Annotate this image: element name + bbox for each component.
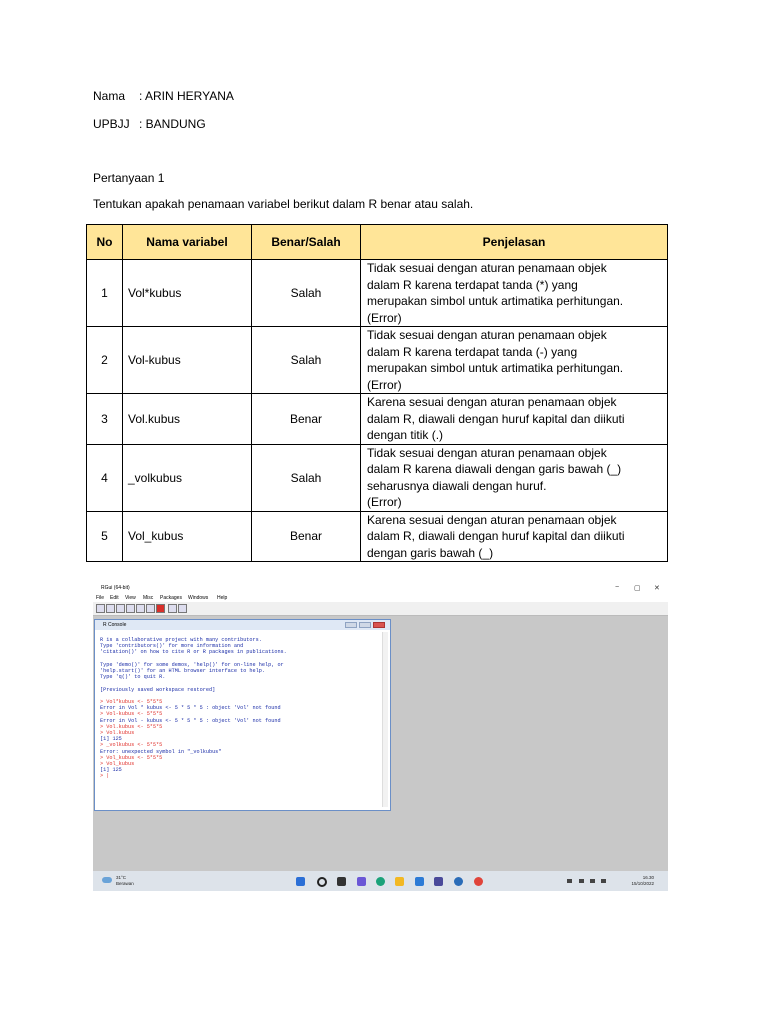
- console-line: > |: [100, 773, 110, 780]
- table-row: [87, 394, 668, 445]
- cell-verdict: Benar: [252, 394, 361, 445]
- console-maximize-icon[interactable]: [359, 622, 371, 628]
- cell-explanation: [361, 327, 668, 394]
- console-line: R is a collaborative project with many contributors.: [100, 637, 262, 643]
- console-line: Type 'q()' to quit R.: [100, 674, 166, 681]
- console-line: > Vol*kubus <- 5*5*5: [100, 698, 163, 705]
- cell-verdict: Salah: [252, 260, 361, 327]
- mail-icon[interactable]: [415, 877, 424, 886]
- weather-desc: Berawan: [116, 881, 134, 886]
- rgui-screenshot: [93, 582, 668, 891]
- r-app-icon[interactable]: [454, 877, 463, 886]
- copy-paste-icon[interactable]: [146, 604, 155, 613]
- cell-name: Vol*kubus: [123, 260, 252, 327]
- table-header-row: [87, 225, 668, 260]
- chrome-icon[interactable]: [474, 877, 483, 886]
- explanation-line: dalam R karena terdapat tanda (*) yang: [367, 277, 578, 292]
- explanation-line: Tidak sesuai dengan aturan penamaan objek: [367, 445, 607, 460]
- cell-explanation: [361, 444, 668, 511]
- explanation-line: (Error): [367, 310, 402, 325]
- cell-no: 4: [87, 444, 123, 511]
- upbjj-label: UPBJJ: [93, 117, 130, 131]
- explanation-line: Tidak sesuai dengan aturan penamaan objek: [367, 328, 607, 342]
- load-workspace-icon[interactable]: [106, 604, 115, 613]
- console-title: R Console: [103, 622, 127, 628]
- windows-taskbar: [93, 871, 668, 891]
- col-header-name: Nama variabel: [123, 225, 252, 260]
- console-line: > Vol-kubus <- 5*5*5: [100, 711, 163, 718]
- console-line: Error in Vol - kubus <- 5 * 5 * 5 : object 'Vol' not found: [100, 717, 281, 724]
- chat-icon[interactable]: [357, 877, 366, 886]
- cell-verdict: Salah: [252, 327, 361, 394]
- r-console-window[interactable]: [94, 619, 391, 811]
- app-toolbar: [93, 602, 668, 616]
- console-line: [1] 125: [100, 736, 122, 743]
- clock-time: 16.30: [642, 875, 654, 880]
- console-line: > Vol.kubus: [100, 730, 135, 736]
- col-header-explanation: Penjelasan: [361, 225, 668, 260]
- weather-temp: 31°C: [116, 875, 127, 880]
- upbjj-line: [93, 117, 206, 131]
- col-header-no: No: [87, 225, 123, 260]
- upbjj-value: : BANDUNG: [139, 117, 206, 131]
- explanation-line: Karena sesuai dengan aturan penamaan objek: [367, 512, 617, 527]
- cell-no: 3: [87, 394, 123, 445]
- print-icon[interactable]: [168, 604, 177, 613]
- console-line: > Vol_kubus: [100, 761, 135, 768]
- answer-table: [86, 224, 668, 562]
- taskbar-clock[interactable]: [631, 875, 654, 887]
- cell-no: 5: [87, 511, 123, 562]
- console-line: Error in Vol * kubus <- 5 * 5 * 5 : object 'Vol' not found: [100, 705, 281, 712]
- console-line: 'help.start()' for an HTML browser interface to help.: [100, 668, 265, 674]
- console-line: Error: unexpected symbol in "_volkubus": [100, 748, 222, 755]
- question-instruction: Tentukan apakah penamaan variabel berikut dalam R benar atau salah.: [93, 197, 474, 211]
- console-titlebar: [95, 620, 390, 630]
- cell-verdict: Benar: [252, 511, 361, 562]
- explanation-line: merupakan simbol untuk artimatika perhitungan.: [367, 294, 624, 308]
- col-header-verdict: Benar/Salah: [252, 225, 361, 260]
- cell-name: Vol-kubus: [123, 327, 252, 394]
- cell-no: 1: [87, 260, 123, 327]
- console-scrollbar[interactable]: [382, 632, 388, 807]
- menu-help[interactable]: Help: [217, 595, 228, 601]
- cell-no: 2: [87, 327, 123, 394]
- explanation-line: dalam R karena terdapat tanda (-) yang: [367, 344, 578, 359]
- cell-explanation: [361, 394, 668, 445]
- console-line: Type 'demo()' for some demos, 'help()' for on-line help, or: [100, 661, 284, 668]
- console-line: Type 'contributors()' for more information and: [100, 643, 244, 650]
- table-row: [87, 260, 668, 327]
- task-view-icon[interactable]: [337, 877, 346, 886]
- menu-windows[interactable]: Windows: [188, 595, 209, 601]
- explanation-line: (Error): [367, 377, 402, 392]
- explanation-line: merupakan simbol untuk artimatika perhitungan.: [367, 361, 624, 375]
- table-row: [87, 444, 668, 511]
- menu-packages[interactable]: Packages: [160, 595, 182, 601]
- explanation-line: (Error): [367, 495, 402, 509]
- volume-icon[interactable]: [590, 879, 595, 883]
- copy-icon[interactable]: [126, 604, 135, 613]
- app-menubar: [93, 594, 668, 602]
- menu-edit[interactable]: Edit: [110, 595, 119, 601]
- app-titlebar: [93, 582, 668, 594]
- edge-icon[interactable]: [376, 877, 385, 886]
- explanation-line: dalam R, diawali dengan huruf kapital dan diikuti: [367, 411, 625, 426]
- cell-verdict: Salah: [252, 444, 361, 511]
- tray-chevron-icon[interactable]: [567, 879, 572, 883]
- cell-explanation: [361, 511, 668, 562]
- app-title: RGui (64-bit): [101, 585, 130, 591]
- file-explorer-icon[interactable]: [395, 877, 404, 886]
- paste-icon[interactable]: [136, 604, 145, 613]
- cell-name: Vol_kubus: [123, 511, 252, 562]
- console-line: > Vol.kubus <- 5*5*5: [100, 723, 163, 730]
- table-row: [87, 327, 668, 394]
- question-title: Pertanyaan 1: [93, 171, 165, 185]
- close-icon[interactable]: ✕: [654, 585, 660, 592]
- stop-icon[interactable]: [156, 604, 165, 613]
- table-row: [87, 511, 668, 562]
- store-icon[interactable]: [434, 877, 443, 886]
- explanation-line: Karena sesuai dengan aturan penamaan objek: [367, 395, 617, 409]
- wifi-icon[interactable]: [579, 879, 584, 883]
- console-minimize-icon[interactable]: [345, 622, 357, 628]
- start-icon[interactable]: [296, 877, 305, 886]
- weather-widget[interactable]: [116, 875, 134, 887]
- save-workspace-icon[interactable]: [116, 604, 125, 613]
- explanation-line: dalam R, diawali dengan huruf kapital dan diikuti: [367, 529, 625, 543]
- battery-icon[interactable]: [601, 879, 606, 883]
- search-icon[interactable]: [317, 877, 327, 887]
- console-line: [1] 125: [100, 767, 122, 774]
- menu-file[interactable]: File: [96, 595, 105, 601]
- cell-name: Vol.kubus: [123, 394, 252, 445]
- maximize-icon[interactable]: ▢: [634, 585, 641, 592]
- console-line: > _volkubus <- 5*5*5: [100, 742, 163, 749]
- console-output[interactable]: [100, 637, 287, 780]
- weather-icon[interactable]: [102, 877, 112, 883]
- nama-value: : ARIN HERYANA: [139, 89, 234, 103]
- menu-misc[interactable]: Misc: [143, 595, 154, 601]
- open-script-icon[interactable]: [96, 604, 105, 613]
- explanation-line: seharusnya diawali dengan huruf.: [367, 478, 547, 493]
- cell-explanation: [361, 260, 668, 327]
- explanation-line: Tidak sesuai dengan aturan penamaan objek: [367, 261, 607, 275]
- cell-name: _volkubus: [123, 444, 252, 511]
- menu-view[interactable]: View: [125, 595, 136, 601]
- minimize-icon[interactable]: −: [615, 584, 620, 591]
- explanation-line: dalam R karena diawali dengan garis bawah (_): [367, 462, 622, 476]
- nama-label: Nama: [93, 89, 126, 103]
- console-close-icon[interactable]: [373, 622, 385, 628]
- nama-line: [93, 89, 234, 103]
- console-line: > Vol_kubus <- 5*5*5: [100, 754, 163, 761]
- explanation-line: dengan garis bawah (_): [367, 545, 494, 560]
- console-line: [Previously saved workspace restored]: [100, 686, 216, 693]
- explanation-line: dengan titik (.): [367, 428, 444, 442]
- clock-date: 15/10/2022: [631, 881, 654, 886]
- console-line: 'citation()' on how to cite R or R packages in publications.: [100, 649, 287, 656]
- help-icon[interactable]: [178, 604, 187, 613]
